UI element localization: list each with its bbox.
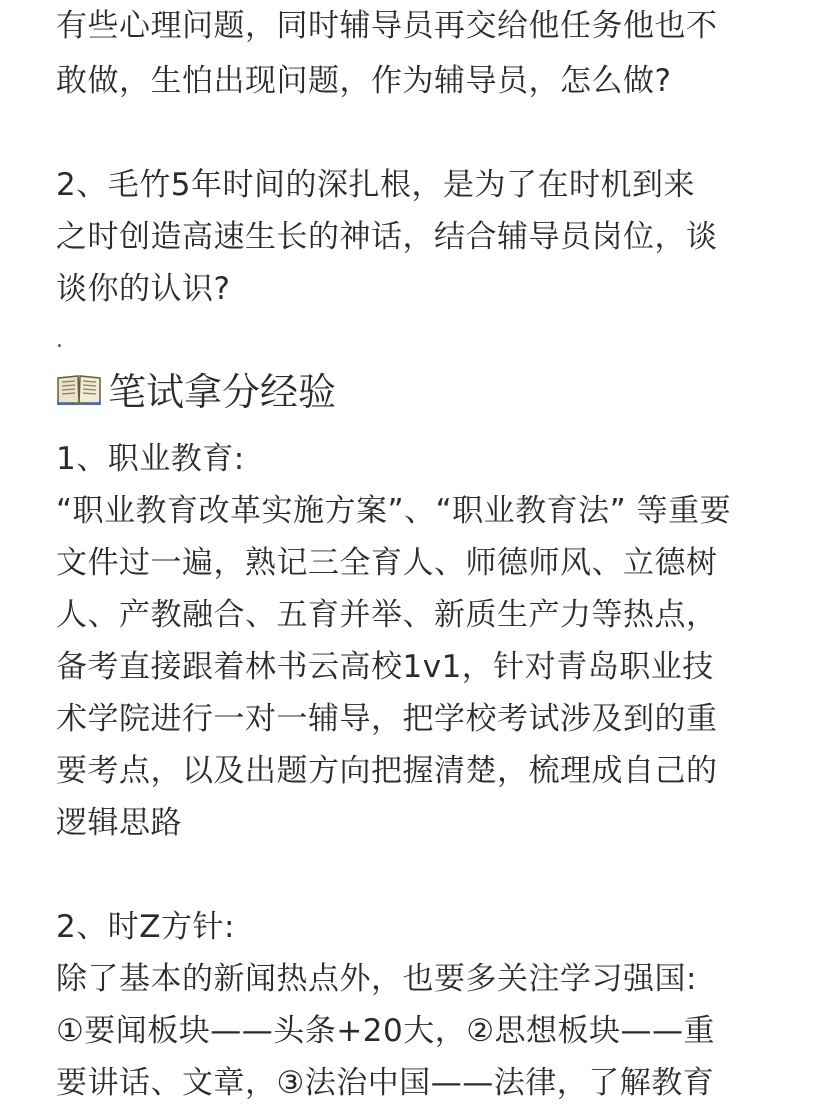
item-1-line: 逻辑思路 <box>56 805 182 841</box>
item-1-line: 备考直接跟着林书云高校1v1，针对青岛职业技 <box>56 649 714 685</box>
open-book-icon <box>56 364 108 420</box>
item-1-line: 术学院进行一对一辅导，把学校考试涉及到的重 <box>56 701 718 737</box>
item-1-line: “职业教育改革实施方案”、“职业教育法” 等重要 <box>56 493 732 529</box>
text-line: 敢做，生怕出现问题，作为辅导员，怎么做? <box>56 63 672 99</box>
item-2-heading: 2、时Z方针: <box>56 909 235 945</box>
item-2-line: 要讲话、文章，③法治中国——法律，了解教育 <box>56 1065 715 1101</box>
item-2-line: 除了基本的新闻热点外，也要多关注学习强国: <box>56 961 697 997</box>
section-title: 笔试拿分经验 <box>108 370 337 414</box>
item-2-line: ①要闻板块——头条+20大，②思想板块——重 <box>56 1013 716 1049</box>
item-1-line: 要考点，以及出题方向把握清楚，梳理成自己的 <box>56 753 718 789</box>
item-1-line: 文件过一遍，熟记三全育人、师德师风、立德树 <box>56 545 718 581</box>
item-1-heading: 1、职业教育: <box>56 441 245 477</box>
section-heading <box>56 364 336 420</box>
item-1-line: 人、产教融合、五育并举、新质生产力等热点， <box>56 597 718 633</box>
question-2-line: 2、毛竹5年时间的深扎根，是为了在时机到来 <box>56 167 695 203</box>
question-2-line: 之时创造高速生长的神话，结合辅导员岗位，谈 <box>56 219 718 255</box>
text-line: 有些心理问题，同时辅导员再交给他任务他也不 <box>56 8 718 44</box>
separator-dot: . <box>56 328 63 353</box>
question-2-line: 谈你的认识? <box>56 271 231 307</box>
